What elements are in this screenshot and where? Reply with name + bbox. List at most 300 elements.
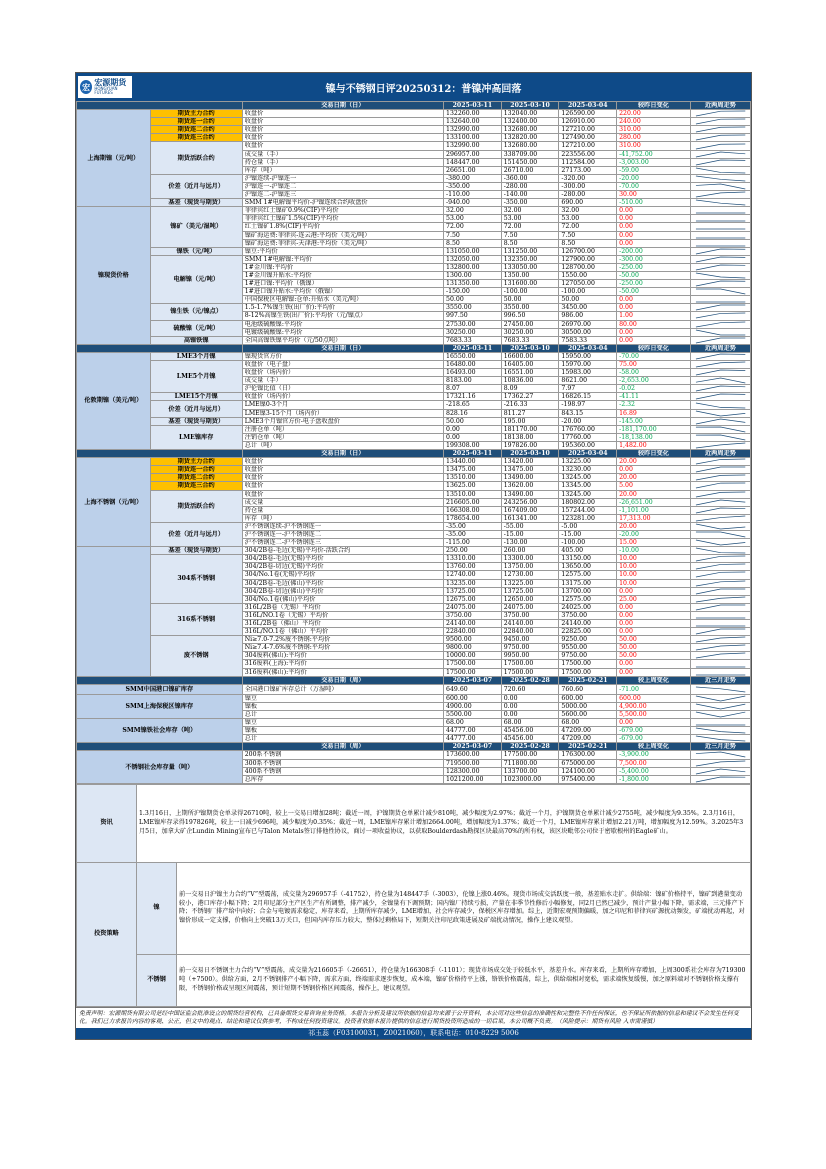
row-value: 13475.00 <box>501 466 559 474</box>
section-label: 上海期镍（元/吨） <box>77 110 151 207</box>
row-value: 996.50 <box>501 312 559 320</box>
row-name: 镍板 <box>242 727 443 735</box>
row-value: 132040.00 <box>501 110 559 118</box>
trend-sparkline <box>690 312 750 320</box>
group-label: 镍生铁（元/镍点） <box>150 304 242 320</box>
row-value: 13440.00 <box>444 458 502 466</box>
trend-sparkline <box>690 110 750 118</box>
row-change: 0.00 <box>617 231 691 239</box>
row-value: 176300.00 <box>559 751 617 759</box>
sparkline-line <box>696 192 745 197</box>
row-value: 9250.00 <box>559 636 617 644</box>
row-value: -140.00 <box>501 191 559 199</box>
row-value: -100.00 <box>559 288 617 296</box>
row-name: 沪不锈钢连二-沪不锈钢连三 <box>242 539 443 547</box>
row-change: -3,900.00 <box>617 751 691 759</box>
trend-sparkline <box>690 603 750 611</box>
row-value: 3450.00 <box>559 304 617 312</box>
row-change: 0.00 <box>617 207 691 215</box>
row-value: -300.00 <box>559 182 617 190</box>
row-change: 0.00 <box>617 660 691 668</box>
row-name: 电池级硫酸镍:平均价 <box>242 320 443 328</box>
strategy-ss-text: 前一交易日不锈钢主力合约“V”型震荡，成交量为216605手（-26651），持仓量为166308手（-1101）；现货市场成交处于较低水平，基差升水。库存来看，上期所库存增加，上周300系社会库存为719300吨（+7500）。供给方面，2月不锈钢排产小幅下降，需求方面，终端需求逐步恢复，成本端，镍矿价格持平上涨，铬铁价格震荡，综上，供给端相对宽松，需求端恢复缓慢，加之原料端对不锈钢价格支撑有限，不锈钢价格或呈现区间震荡，预计短期不锈钢价格区间震荡，操作上，建议观望。 <box>177 954 751 1006</box>
row-change: 30.00 <box>617 191 691 199</box>
row-value: -198.97 <box>559 401 617 409</box>
row-name: 8-12%高镍生铁(出厂价):平均价（元/镍点） <box>242 312 443 320</box>
trend-sparkline <box>690 126 750 134</box>
row-change: -41,752.00 <box>617 150 691 158</box>
row-name: 总计 <box>242 735 443 743</box>
row-value: 161341.00 <box>501 514 559 522</box>
trend-sparkline <box>690 571 750 579</box>
group-label: LME镍库存 <box>150 425 242 449</box>
row-change: 0.00 <box>617 215 691 223</box>
row-value: 8.07 <box>444 385 502 393</box>
sparkline-line <box>696 338 745 343</box>
row-change: -70.00 <box>617 352 691 360</box>
sparkline-line <box>696 249 745 254</box>
row-value: 9750.00 <box>559 652 617 660</box>
trend-sparkline <box>690 441 750 449</box>
sparkline-line <box>696 305 745 310</box>
row-change: -3,003.00 <box>617 158 691 166</box>
row-change: 10.00 <box>617 563 691 571</box>
row-name: 收盘价（场内价） <box>242 393 443 401</box>
row-value: 68.00 <box>559 719 617 727</box>
row-value: 32.00 <box>559 207 617 215</box>
trend-sparkline <box>690 288 750 296</box>
sparkline-line <box>696 281 745 286</box>
column-header: 近两周走势 <box>690 450 750 458</box>
row-name: SMM 1#电解镍:平均价 <box>242 255 443 263</box>
row-value: 216605.00 <box>444 498 502 506</box>
row-value: 17362.27 <box>501 393 559 401</box>
row-value: 72.00 <box>444 223 502 231</box>
sparkline-line <box>696 467 745 472</box>
row-value: 5500.00 <box>444 710 502 718</box>
row-change: 17,313.00 <box>617 514 691 522</box>
trend-sparkline <box>690 199 750 207</box>
row-name: 1#金川镍升贴水:平均价 <box>242 271 443 279</box>
row-value: -360.00 <box>501 174 559 182</box>
row-value: -100.00 <box>559 539 617 547</box>
trend-sparkline <box>690 296 750 304</box>
row-value: 13620.00 <box>501 482 559 490</box>
row-value: 12575.00 <box>559 571 617 579</box>
row-value: 13420.00 <box>501 458 559 466</box>
sparkline-line <box>696 483 745 488</box>
group-label: 期货连一合约 <box>150 466 242 474</box>
column-header: 2025-03-07 <box>444 743 502 751</box>
row-change: 0.00 <box>617 611 691 619</box>
row-value: 1350.00 <box>501 271 559 279</box>
column-header: 2025-03-04 <box>559 102 617 110</box>
row-value: -100.00 <box>501 288 559 296</box>
sparkline-line <box>696 403 745 408</box>
sparkline-line <box>696 736 745 741</box>
group-label: 基差（现货与期货） <box>150 417 242 425</box>
row-value: 8.09 <box>501 385 559 393</box>
report-sheet <box>75 72 752 1040</box>
row-name: 1#进口镍升贴水:平均价（俄镍） <box>242 288 443 296</box>
trend-sparkline <box>690 215 750 223</box>
table-row <box>77 255 751 263</box>
group-label: 价差（近月与远月） <box>150 401 242 417</box>
trend-sparkline <box>690 751 750 759</box>
row-value: 53.00 <box>444 215 502 223</box>
row-value: 4900.00 <box>444 702 502 710</box>
row-value: 131050.00 <box>444 247 502 255</box>
row-change: 50.00 <box>617 652 691 660</box>
row-value: 132640.00 <box>444 118 502 126</box>
row-name: 成交量（手） <box>242 377 443 385</box>
row-name: 收盘价 <box>242 482 443 490</box>
table-row <box>77 361 751 369</box>
sparkline-line <box>696 653 745 658</box>
sparkline-line <box>696 516 745 521</box>
column-header: 近三月走势 <box>690 743 750 751</box>
row-value: 68.00 <box>444 719 502 727</box>
row-change: -510.00 <box>617 199 691 207</box>
row-name: Ni≥7.4-7.6%废不锈钢:平均价 <box>242 644 443 652</box>
disclaimer: 免责声明：宏源期货有限公司是经中国证监会批准设立的期货经营机构，已具备期货交易咨询业务资格。本报告分析及建议所依据的信息均来源于公开资料，本公司对这些信息的准确性和完整性不作任何保证，也不保证所依据的信息和建议不会发生任何变化。我们已力求报告内容的客观、公正，但文中的观点、结论和建议仅供参考，不构成任何投资建议。投资者依据本报告提供的信息进行期货投资所造成的一切后果，本公司概不负责。（风险提示：期货有风险 入市需谨慎） <box>76 1007 751 1028</box>
row-value: 133050.00 <box>501 263 559 271</box>
trend-sparkline <box>690 555 750 563</box>
row-name: 收盘价 <box>242 142 443 150</box>
trend-sparkline <box>690 393 750 401</box>
row-value: -350.00 <box>501 199 559 207</box>
row-change: 0.00 <box>617 719 691 727</box>
trend-sparkline <box>690 579 750 587</box>
trend-sparkline <box>690 498 750 506</box>
column-header-row <box>77 344 751 352</box>
sparkline-line <box>696 605 745 610</box>
row-name: 304废料(佛山):平均价 <box>242 652 443 660</box>
sparkline-line <box>696 152 745 157</box>
row-value: 112584.00 <box>559 158 617 166</box>
row-change: 5,500.00 <box>617 710 691 718</box>
row-change: -679.00 <box>617 727 691 735</box>
row-value: 405.00 <box>559 547 617 555</box>
row-value: 17500.00 <box>501 660 559 668</box>
trend-sparkline <box>690 263 750 271</box>
sparkline-line <box>696 761 745 766</box>
row-value: 24140.00 <box>501 620 559 628</box>
row-value: 17760.00 <box>559 433 617 441</box>
row-value: 16826.15 <box>559 393 617 401</box>
row-value: 124100.00 <box>559 767 617 775</box>
row-value: 16550.00 <box>444 352 502 360</box>
row-value: 8621.00 <box>559 377 617 385</box>
trend-sparkline <box>690 458 750 466</box>
row-value: 13235.00 <box>444 579 502 587</box>
sparkline-line <box>696 313 745 318</box>
row-change: 50.00 <box>617 644 691 652</box>
row-change: 600.00 <box>617 694 691 702</box>
row-name: 304/No.1卷(佛山)平均价 <box>242 595 443 603</box>
row-name: 收盘价 <box>242 126 443 134</box>
row-name: 316L/2B卷（无锡）平均价 <box>242 603 443 611</box>
row-name: Ni≥7.0-7.2%废不锈钢:平均价 <box>242 636 443 644</box>
row-name: 收盘价 <box>242 474 443 482</box>
row-value: -55.00 <box>501 522 559 530</box>
row-value: 17321.16 <box>444 393 502 401</box>
row-change: -2,653.00 <box>617 377 691 385</box>
trend-sparkline <box>690 280 750 288</box>
table-row <box>77 174 751 182</box>
row-value: 24140.00 <box>444 620 502 628</box>
row-name: 注册仓单（吨） <box>242 425 443 433</box>
group-label: 期货连三合约 <box>150 482 242 490</box>
row-value: 180802.00 <box>559 498 617 506</box>
group-label: SMM上海保税区镍库存 <box>77 694 243 718</box>
row-change: 0.00 <box>617 239 691 247</box>
table-row <box>77 336 751 344</box>
row-value: 132990.00 <box>444 126 502 134</box>
row-value: 338709.00 <box>501 150 559 158</box>
row-value: -350.00 <box>444 182 502 190</box>
row-value: 24025.00 <box>559 603 617 611</box>
trend-sparkline <box>690 239 750 247</box>
row-value: 13150.00 <box>559 555 617 563</box>
column-header: 较昨日变化 <box>617 102 691 110</box>
sparkline-line <box>696 581 745 586</box>
row-value: 975400.00 <box>559 775 617 783</box>
row-value: 17500.00 <box>444 668 502 676</box>
sparkline-line <box>696 119 745 124</box>
row-name: 400系不锈钢 <box>242 767 443 775</box>
row-name: 全国高镍铁镍平均价（元/50点吨） <box>242 336 443 344</box>
row-value: 13300.00 <box>501 555 559 563</box>
row-value: 12730.00 <box>501 571 559 579</box>
sparkline-line <box>696 435 745 440</box>
trend-sparkline <box>690 352 750 360</box>
row-value: 260.00 <box>501 547 559 555</box>
sparkline-line <box>696 597 745 602</box>
column-header: 交易日期（日） <box>242 450 443 458</box>
table-row <box>77 636 751 644</box>
row-value: 199308.00 <box>444 441 502 449</box>
table-row <box>77 417 751 425</box>
row-value: 986.00 <box>559 312 617 320</box>
row-change: -41.11 <box>617 393 691 401</box>
row-value: 132260.00 <box>444 110 502 118</box>
group-label: 期货活跃合约 <box>150 142 242 174</box>
row-name: 316废料(佛山):平均价 <box>242 668 443 676</box>
sparkline-line <box>696 637 745 642</box>
sparkline-line <box>696 704 745 709</box>
trend-sparkline <box>690 735 750 743</box>
row-value: 127490.00 <box>559 134 617 142</box>
row-change: -1,800.00 <box>617 775 691 783</box>
sparkline-line <box>696 532 745 537</box>
header-blank <box>77 344 243 352</box>
row-value: 17500.00 <box>559 668 617 676</box>
row-value: 16551.00 <box>501 369 559 377</box>
row-change: 310.00 <box>617 142 691 150</box>
row-value: -110.00 <box>444 191 502 199</box>
row-name: 菲律宾红土镍矿1.5%(CIF)平均价 <box>242 215 443 223</box>
trend-sparkline <box>690 539 750 547</box>
sparkline-line <box>696 144 745 149</box>
row-change: -20.00 <box>617 530 691 538</box>
row-change: -2.32 <box>617 401 691 409</box>
row-value: 72.00 <box>559 223 617 231</box>
sparkline-line <box>696 184 745 189</box>
row-name: 300系不锈钢 <box>242 759 443 767</box>
column-header: 近两周走势 <box>690 102 750 110</box>
row-value: 178654.00 <box>444 514 502 522</box>
contract-label: 期货主力合约 <box>150 110 242 118</box>
trend-sparkline <box>690 401 750 409</box>
row-name: 镍豆 <box>242 719 443 727</box>
row-value: -380.00 <box>444 174 502 182</box>
sparkline-line <box>696 572 745 577</box>
row-name: 316L/NO.1卷（佛山）平均价 <box>242 628 443 636</box>
row-change: -200.00 <box>617 247 691 255</box>
row-value: 30250.00 <box>501 328 559 336</box>
row-name: 200系不锈钢 <box>242 751 443 759</box>
row-change: -5,400.00 <box>617 767 691 775</box>
row-value: 13345.00 <box>559 482 617 490</box>
row-name: 沪不锈钢连一-沪不锈钢连二 <box>242 530 443 538</box>
row-change: 1,482.00 <box>617 441 691 449</box>
trend-sparkline <box>690 361 750 369</box>
sparkline-line <box>696 645 745 650</box>
row-change: 0.00 <box>617 336 691 344</box>
table-row <box>77 393 751 401</box>
column-header: 交易日期（日） <box>242 102 443 110</box>
row-value: 12740.00 <box>444 571 502 579</box>
row-value: 132820.00 <box>501 134 559 142</box>
row-name: 沪伦镍比值（日） <box>242 385 443 393</box>
row-value: -15.00 <box>559 530 617 538</box>
row-value: 3750.00 <box>501 611 559 619</box>
sparkline-line <box>696 394 745 399</box>
row-value: 13510.00 <box>444 474 502 482</box>
row-value: 195360.00 <box>559 441 617 449</box>
row-value: 133700.00 <box>501 767 559 775</box>
trend-sparkline <box>690 158 750 166</box>
row-name: 镍矿海运费:菲律宾-连云港:平均价（美元/吨） <box>242 231 443 239</box>
row-name: SMM 1#电解镍平均价-沪镍连续合约收盘价 <box>242 199 443 207</box>
row-value: 50.00 <box>444 417 502 425</box>
row-value: 17500.00 <box>501 668 559 676</box>
row-change: -300.00 <box>617 255 691 263</box>
row-value: 17500.00 <box>444 660 502 668</box>
section-label-blank <box>77 547 151 677</box>
row-value: 16480.00 <box>444 361 502 369</box>
sparkline-line <box>696 386 745 391</box>
row-change: 0.00 <box>617 296 691 304</box>
row-value: 132990.00 <box>444 142 502 150</box>
row-name: 库存（吨） <box>242 166 443 174</box>
column-header: 2025-03-07 <box>444 676 502 684</box>
row-change: 5.00 <box>617 482 691 490</box>
row-value: 24075.00 <box>501 603 559 611</box>
group-label: 304系不锈钢 <box>150 555 242 604</box>
row-value: 128300.00 <box>444 767 502 775</box>
footer-contact: 祁玉蕊（F03100031，Z0021060），联系电话：010-8229 5006 <box>76 1028 751 1039</box>
row-value: -280.00 <box>501 182 559 190</box>
row-value: 181170.00 <box>501 425 559 433</box>
column-header: 2025-03-04 <box>559 344 617 352</box>
trend-sparkline <box>690 482 750 490</box>
row-value: -115.00 <box>444 539 502 547</box>
row-value: 132800.00 <box>444 263 502 271</box>
row-change: 1.00 <box>617 312 691 320</box>
row-value: -320.00 <box>559 174 617 182</box>
row-change: 0.00 <box>617 328 691 336</box>
trend-sparkline <box>690 336 750 344</box>
row-name: 沪镍连一-沪镍连二 <box>242 182 443 190</box>
row-value: 9950.00 <box>501 652 559 660</box>
sparkline-line <box>696 728 745 733</box>
trend-sparkline <box>690 409 750 417</box>
row-value: 30250.00 <box>444 328 502 336</box>
trend-sparkline <box>690 628 750 636</box>
row-name: 304/2B卷-毛边(无锡)平均价-活跃合约 <box>242 547 443 555</box>
row-name: 镍矿海运费:菲律宾-天津港:平均价（美元/吨） <box>242 239 443 247</box>
row-value: 13760.00 <box>444 563 502 571</box>
row-value: 13490.00 <box>501 490 559 498</box>
row-value: 243256.00 <box>501 498 559 506</box>
row-change: 20.00 <box>617 522 691 530</box>
row-value: 13245.00 <box>559 490 617 498</box>
section-label: 伦敦期镍（美元/吨） <box>77 352 151 449</box>
row-change: -679.00 <box>617 735 691 743</box>
row-value: 167409.00 <box>501 506 559 514</box>
column-header: 2025-02-21 <box>559 676 617 684</box>
row-value: 675000.00 <box>559 759 617 767</box>
column-header: 2025-03-11 <box>444 102 502 110</box>
row-value: 13750.00 <box>501 563 559 571</box>
news-label: 资讯 <box>77 784 137 862</box>
sparkline-line <box>696 111 745 116</box>
row-value: 13475.00 <box>444 466 502 474</box>
trend-sparkline <box>690 223 750 231</box>
row-value: 13245.00 <box>559 474 617 482</box>
row-value: 131600.00 <box>501 280 559 288</box>
row-change: 0.00 <box>617 223 691 231</box>
table-row <box>77 134 751 142</box>
row-change: -0.02 <box>617 385 691 393</box>
row-change: 0.00 <box>617 587 691 595</box>
row-name: 电镀级硫酸镍:平均价 <box>242 328 443 336</box>
sparkline-line <box>696 289 745 294</box>
row-value: 3750.00 <box>559 611 617 619</box>
table-row <box>77 694 751 702</box>
table-row <box>77 522 751 530</box>
row-value: 7.50 <box>444 231 502 239</box>
trend-sparkline <box>690 134 750 142</box>
sparkline-line <box>696 168 745 173</box>
row-name: 镍现货官方价 <box>242 352 443 360</box>
column-header: 较上周变化 <box>617 743 691 751</box>
group-label: 价差（近月与远月） <box>150 522 242 546</box>
table-row <box>77 142 751 150</box>
trend-sparkline <box>690 710 750 718</box>
table-row <box>77 751 751 759</box>
row-value: 9750.00 <box>501 644 559 652</box>
row-name: 收盘价 <box>242 118 443 126</box>
row-name: 收盘价 <box>242 110 443 118</box>
trend-sparkline <box>690 522 750 530</box>
sparkline-line <box>696 265 745 270</box>
row-change: -250.00 <box>617 263 691 271</box>
row-value: 53.00 <box>501 215 559 223</box>
group-label: 316系不锈钢 <box>150 603 242 635</box>
